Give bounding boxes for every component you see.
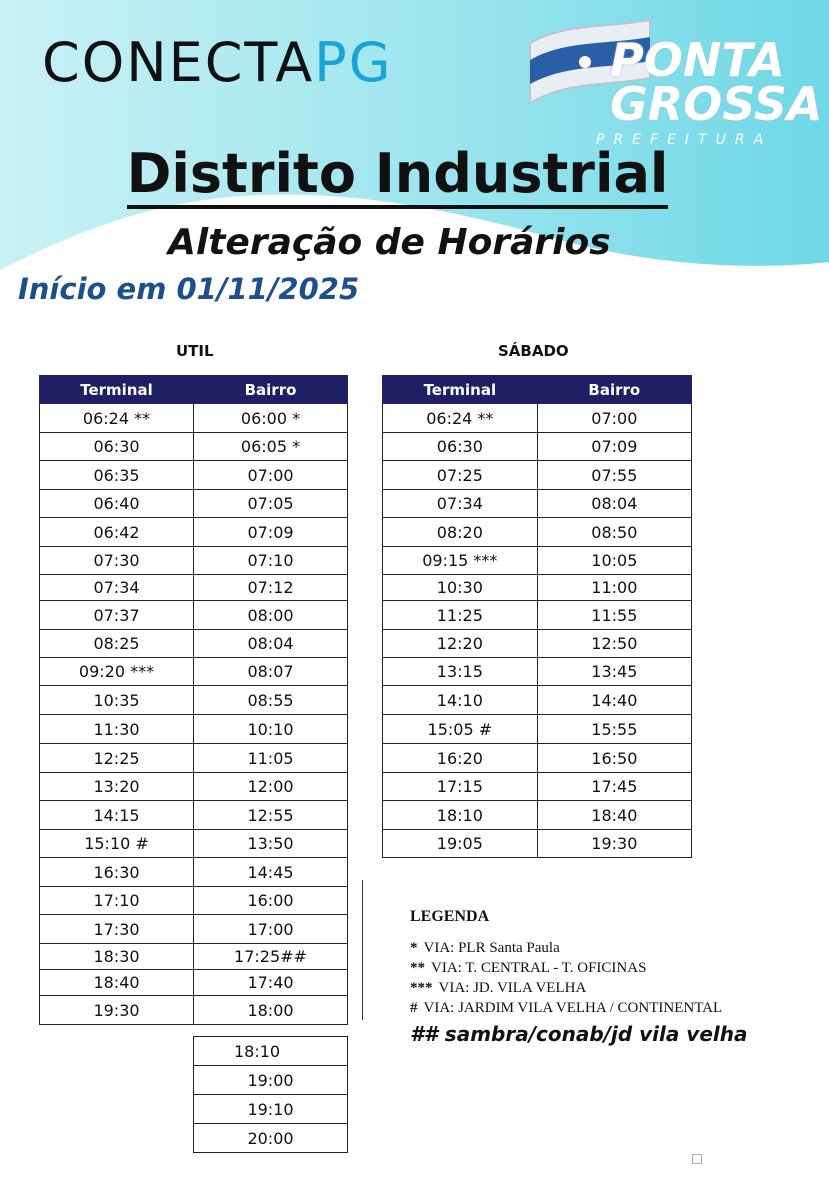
bairro-time-cell: 11:05	[193, 744, 347, 773]
divider-line	[362, 880, 363, 1020]
bairro-time-cell: 08:00	[193, 601, 347, 630]
logo-suffix-text: PG	[314, 31, 393, 94]
legend-text: VIA: T. CENTRAL - T. OFICINAS	[431, 960, 647, 976]
table-row	[40, 858, 348, 887]
terminal-time-cell: 10:35	[40, 686, 194, 715]
terminal-time-cell: 19:30	[40, 996, 194, 1025]
bairro-time-cell: 08:07	[193, 658, 347, 686]
bairro-time-cell: 06:05 *	[193, 433, 347, 461]
terminal-time-cell: 06:24 **	[383, 404, 538, 433]
terminal-time-cell: 06:40	[40, 490, 194, 518]
bairro-time-cell: 11:00	[537, 575, 691, 601]
sabado-col-bairro: Bairro	[537, 376, 691, 404]
table-row	[40, 547, 348, 575]
page-subtitle: Alteração de Horários	[168, 222, 611, 263]
conecta-pg-logo	[42, 31, 393, 94]
table-row	[383, 433, 692, 461]
table-row	[40, 658, 348, 686]
bairro-time-cell: 16:00	[193, 887, 347, 915]
bairro-time-cell: 07:09	[537, 433, 691, 461]
table-row	[194, 1124, 348, 1153]
terminal-time-cell: 16:20	[383, 744, 538, 773]
bairro-time-cell: 10:05	[537, 547, 691, 575]
start-date: Início em 01/11/2025	[18, 272, 360, 306]
table-row	[383, 801, 692, 830]
table-row	[40, 575, 348, 601]
bairro-time-cell: 06:00 *	[193, 404, 347, 433]
table-row	[40, 433, 348, 461]
table-row	[383, 715, 692, 744]
table-row	[383, 658, 692, 686]
terminal-time-cell: 12:25	[40, 744, 194, 773]
terminal-time-cell: 07:30	[40, 547, 194, 575]
bairro-time-cell: 10:10	[193, 715, 347, 744]
legend-item	[410, 998, 748, 1018]
bairro-time-cell: 08:55	[193, 686, 347, 715]
util-col-bairro: Bairro	[193, 376, 347, 404]
table-row	[383, 630, 692, 658]
bairro-time-cell: 19:00	[194, 1066, 348, 1095]
table-row	[194, 1037, 348, 1066]
table-row	[383, 461, 692, 490]
sabado-timetable	[382, 375, 692, 858]
page-title	[0, 142, 795, 205]
bairro-time-cell: 07:09	[193, 518, 347, 547]
terminal-time-cell: 08:20	[383, 518, 538, 547]
terminal-time-cell: 19:05	[383, 830, 538, 858]
bairro-time-cell: 08:04	[193, 630, 347, 658]
terminal-time-cell: 17:10	[40, 887, 194, 915]
terminal-time-cell: 16:30	[40, 858, 194, 887]
title-text: Distrito Industrial	[127, 142, 669, 209]
table-row	[383, 686, 692, 715]
table-row	[40, 630, 348, 658]
table-row	[40, 915, 348, 944]
bairro-time-cell: 12:55	[193, 801, 347, 830]
bairro-time-cell: 14:40	[537, 686, 691, 715]
bairro-time-cell: 19:10	[194, 1095, 348, 1124]
table-row	[40, 518, 348, 547]
logo-main-text: CONECTA	[42, 31, 315, 94]
table-row	[40, 715, 348, 744]
table-row	[40, 686, 348, 715]
table-row	[40, 744, 348, 773]
bairro-time-cell: 15:55	[537, 715, 691, 744]
legend-item	[410, 938, 748, 958]
bairro-time-cell: 07:10	[193, 547, 347, 575]
util-bairro-extra	[193, 1036, 348, 1153]
terminal-time-cell: 08:25	[40, 630, 194, 658]
bairro-time-cell: 07:55	[537, 461, 691, 490]
terminal-time-cell: 14:10	[383, 686, 538, 715]
terminal-time-cell: 07:34	[383, 490, 538, 518]
terminal-time-cell: 09:15 ***	[383, 547, 538, 575]
table-row	[383, 518, 692, 547]
city-logo-text	[610, 33, 823, 131]
bairro-time-cell: 20:00	[194, 1124, 348, 1153]
legend-text: VIA: JD. VILA VELHA	[438, 980, 587, 996]
bairro-time-cell: 12:00	[193, 773, 347, 801]
terminal-time-cell: 06:42	[40, 518, 194, 547]
city-line-2: GROSSA	[610, 77, 823, 131]
table-row	[383, 830, 692, 858]
legend	[410, 908, 748, 1046]
bairro-time-cell: 18:40	[537, 801, 691, 830]
bairro-time-cell: 16:50	[537, 744, 691, 773]
util-timetable	[39, 375, 348, 1025]
bairro-time-cell: 12:50	[537, 630, 691, 658]
bairro-time-cell: 07:00	[537, 404, 691, 433]
legend-symbol: **	[410, 960, 425, 976]
sabado-label: SÁBADO	[498, 342, 569, 360]
bairro-time-cell: 19:30	[537, 830, 691, 858]
terminal-time-cell: 10:30	[383, 575, 538, 601]
table-row	[40, 773, 348, 801]
terminal-time-cell: 06:24 **	[40, 404, 194, 433]
terminal-time-cell: 11:25	[383, 601, 538, 630]
terminal-time-cell: 15:10 #	[40, 830, 194, 858]
legend-item	[410, 978, 748, 998]
bairro-time-cell: 14:45	[193, 858, 347, 887]
bairro-time-cell: 17:45	[537, 773, 691, 801]
table-row	[383, 744, 692, 773]
util-label: UTIL	[176, 342, 214, 360]
terminal-time-cell: 17:15	[383, 773, 538, 801]
terminal-time-cell: 07:37	[40, 601, 194, 630]
table-row	[40, 490, 348, 518]
terminal-time-cell: 18:40	[40, 970, 194, 996]
table-row	[383, 575, 692, 601]
table-row	[40, 801, 348, 830]
legend-symbol: #	[410, 1000, 418, 1016]
legend-highlight: ## sambra/conab/jd vila velha	[410, 1022, 748, 1046]
terminal-time-cell: 13:15	[383, 658, 538, 686]
bairro-time-cell: 18:10	[194, 1037, 348, 1066]
util-col-terminal: Terminal	[40, 376, 194, 404]
table-row	[40, 830, 348, 858]
bairro-time-cell: 13:50	[193, 830, 347, 858]
table-row	[40, 887, 348, 915]
table-row	[194, 1095, 348, 1124]
legend-symbol: *	[410, 940, 418, 956]
bairro-time-cell: 13:45	[537, 658, 691, 686]
bairro-time-cell: 18:00	[193, 996, 347, 1025]
bairro-time-cell: 07:12	[193, 575, 347, 601]
table-row	[383, 773, 692, 801]
terminal-time-cell: 15:05 #	[383, 715, 538, 744]
legend-title: LEGENDA	[410, 908, 490, 925]
table-row	[40, 601, 348, 630]
bairro-time-cell: 17:25##	[193, 944, 347, 970]
legend-symbol: ***	[410, 980, 433, 996]
bairro-time-cell: 11:55	[537, 601, 691, 630]
terminal-time-cell: 06:30	[383, 433, 538, 461]
terminal-time-cell: 12:20	[383, 630, 538, 658]
table-row	[40, 996, 348, 1025]
table-row	[40, 944, 348, 970]
terminal-time-cell: 14:15	[40, 801, 194, 830]
table-row	[194, 1066, 348, 1095]
sabado-col-terminal: Terminal	[383, 376, 538, 404]
table-row	[383, 547, 692, 575]
terminal-time-cell: 07:25	[383, 461, 538, 490]
legend-text: VIA: PLR Santa Paula	[423, 940, 560, 956]
terminal-time-cell: 17:30	[40, 915, 194, 944]
bairro-time-cell: 07:00	[193, 461, 347, 490]
terminal-time-cell: 11:30	[40, 715, 194, 744]
bairro-time-cell: 08:04	[537, 490, 691, 518]
bairro-time-cell: 07:05	[193, 490, 347, 518]
terminal-time-cell: 13:20	[40, 773, 194, 801]
terminal-time-cell: 18:10	[383, 801, 538, 830]
bairro-time-cell: 17:00	[193, 915, 347, 944]
bairro-time-cell: 08:50	[537, 518, 691, 547]
table-row	[40, 461, 348, 490]
bairro-time-cell: 17:40	[193, 970, 347, 996]
table-row	[40, 970, 348, 996]
table-row	[383, 601, 692, 630]
table-row	[383, 490, 692, 518]
table-row	[40, 404, 348, 433]
table-row	[383, 404, 692, 433]
legend-item	[410, 958, 748, 978]
prefeitura-text: PREFEITURA	[596, 132, 773, 148]
terminal-time-cell: 18:30	[40, 944, 194, 970]
terminal-time-cell: 09:20 ***	[40, 658, 194, 686]
terminal-time-cell: 07:34	[40, 575, 194, 601]
legend-text: VIA: JARDIM VILA VELHA / CONTINENTAL	[423, 1000, 723, 1016]
page-marker	[692, 1154, 702, 1164]
terminal-time-cell: 06:35	[40, 461, 194, 490]
terminal-time-cell: 06:30	[40, 433, 194, 461]
city-line-1: PONTA	[610, 33, 785, 87]
